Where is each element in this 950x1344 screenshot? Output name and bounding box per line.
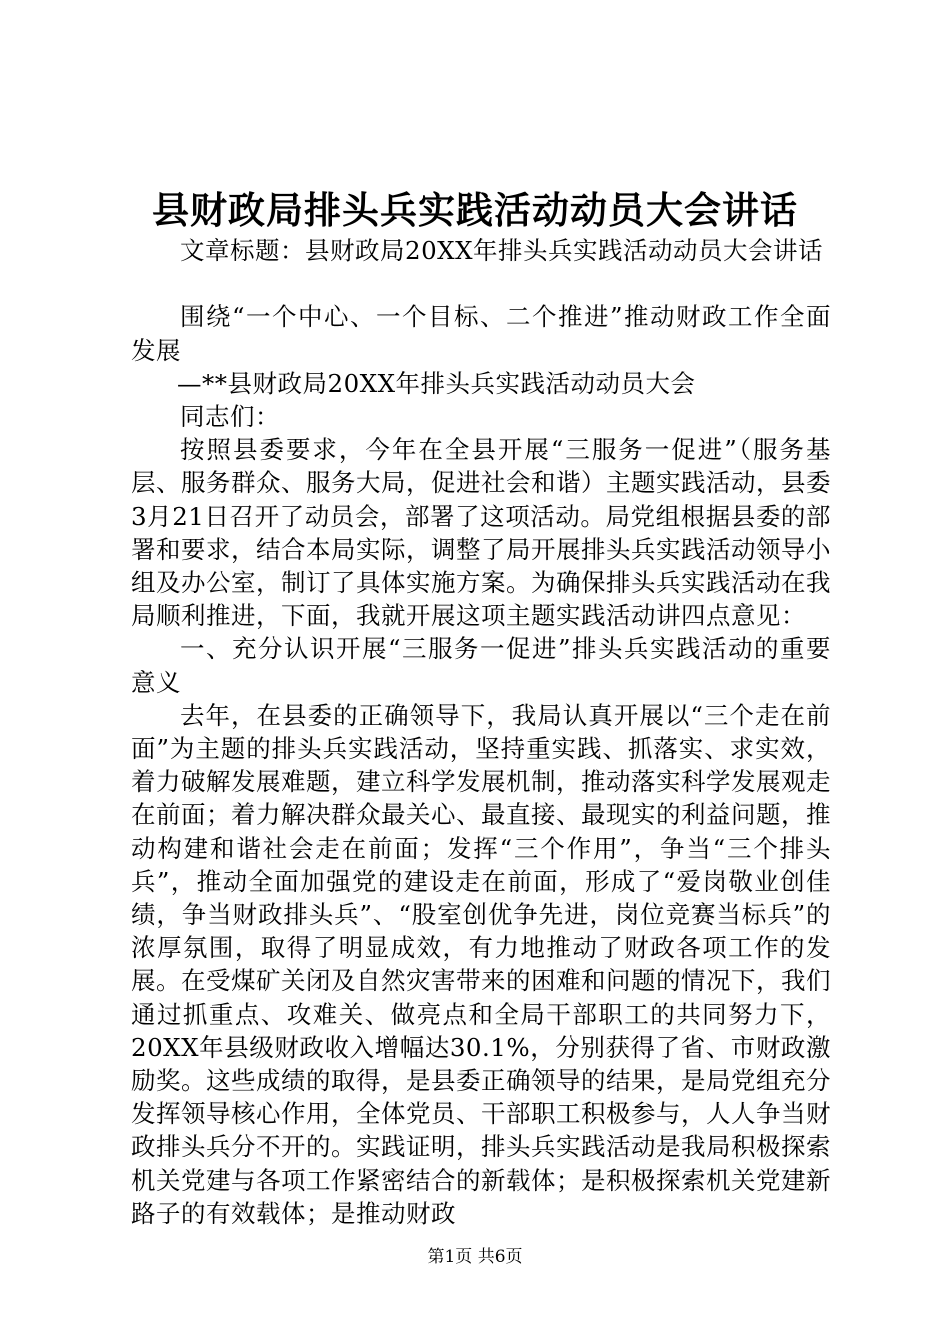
speech-heading: 围绕“一个中心、一个目标、二个推进”推动财政工作全面发展 [131,302,831,365]
page-indicator: 第1页 共6页 [427,1247,523,1267]
document-title: 县财政局排头兵实践活动动员大会讲话 [152,188,798,232]
speech-subheading: —**县财政局20XX年排头兵实践活动动员大会 [177,368,696,398]
paragraph: 去年，在县委的正确领导下，我局认真开展以“三个走在前面”为主题的排头兵实践活动，坚持重实践、抓落实、求实效，着力破解发展难题，建立科学发展机制，推动落实科学发展观走在前面；着力解决群众最关心、最直接、最现实的利益问题，推动构建和谐社会走在前面；发挥“三个作用”，争当“三个排头兵”，推动全面加强党的建设走在前面，形成了“爱岗敬业创佳绩，争当财政排头兵”、“股室创优争先进，岗位竞赛当标兵”的浓厚氛围，取得了明显成效，有力地推动了财政各项工作的发展。在受煤矿关闭及自然灾害带来的困难和问题的情况下，我们通过抓重点、攻难关、做亮点和全局干部职工的共同努力下，20XX年县级财政收入增幅达30.1%，分别获得了省、市财政激励奖。这些成绩的取得，是县委正确领导的结果，是局党组充分发挥领导核心作用，全体党员、干部职工积极参与，人人争当财政排头兵分不开的。实践证明，排头兵实践活动是我局积极探索机关党建与各项工作紧密结合的新载体；是积极探索机关党建新路子的有效载体；是推动财政 [131,700,831,1228]
article-title-line: 文章标题：县财政局20XX年排头兵实践活动动员大会讲话 [180,236,824,265]
blank-line [131,267,831,300]
document-body [131,234,831,1230]
section-heading: 一、充分认识开展“三服务一促进”排头兵实践活动的重要意义 [131,634,831,697]
paragraph: 按照县委要求，今年在全县开展“三服务一促进”（服务基层、服务群众、服务大局，促进社会和谐）主题实践活动，县委3月21日召开了动员会，部署了这项活动。局党组根据县委的部署和要求，结合本局实际，调整了局开展排头兵实践活动领导小组及办公室，制订了具体实施方案。为确保排头兵实践活动在我局顺利推进，下面，我就开展这项主题实践活动讲四点意见： [131,435,831,631]
salutation: 同志们： [180,402,280,431]
